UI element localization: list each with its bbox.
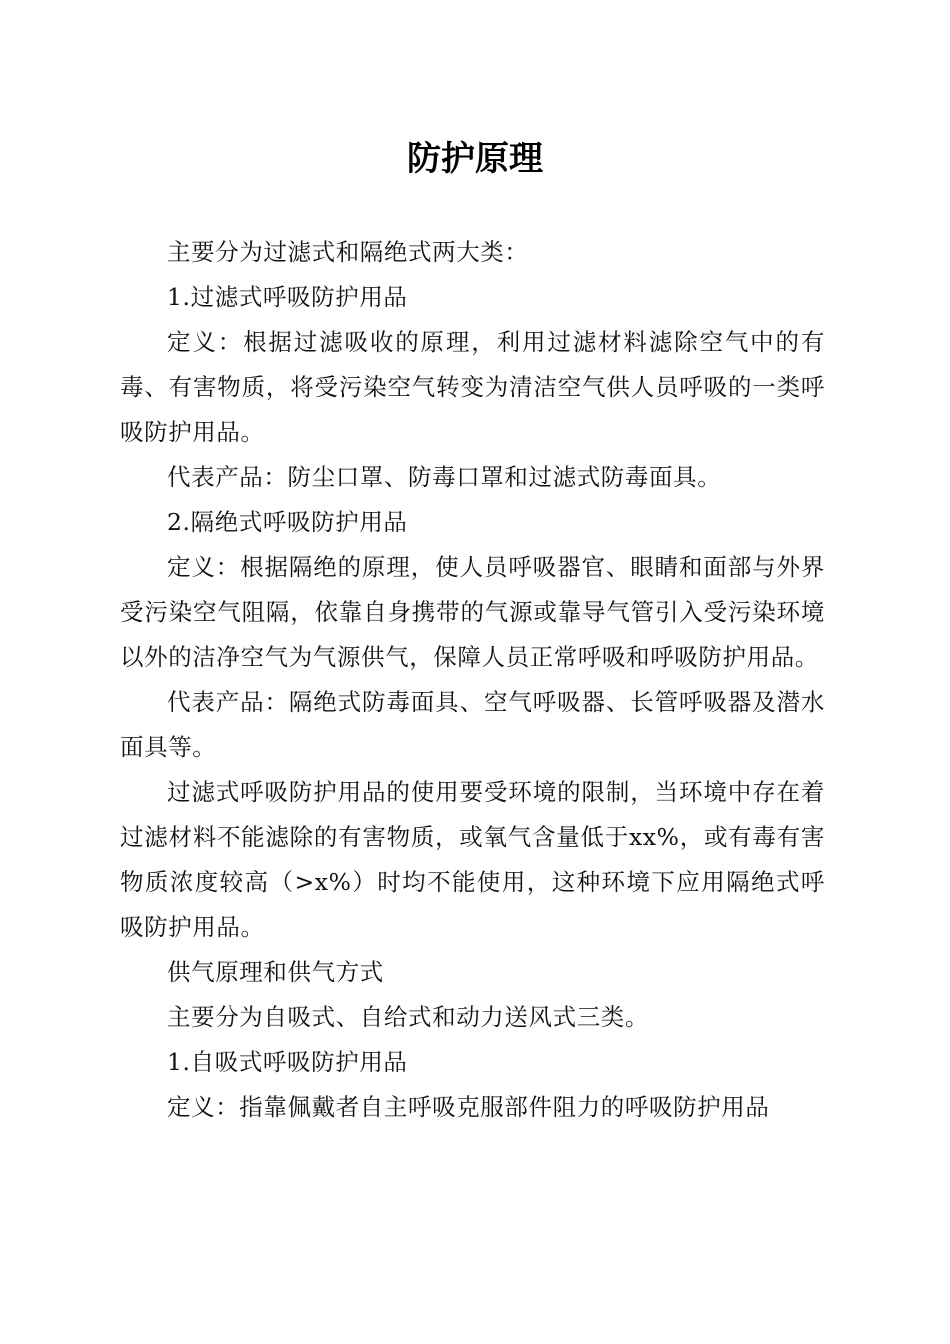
paragraph: 代表产品：防尘口罩、防毒口罩和过滤式防毒面具。 [167, 463, 722, 491]
paragraph: 2.隔绝式呼吸防护用品 [167, 508, 408, 536]
paragraph: 定义：指靠佩戴者自主呼吸克服部件阻力的呼吸防护用品 [167, 1093, 770, 1121]
paragraph: 主要分为过滤式和隔绝式两大类： [167, 238, 529, 266]
paragraph: 定义：根据隔绝的原理，使人员呼吸器官、眼睛和面部与外界受污染空气阻隔，依靠自身携带的气源或靠导气管引入受污染环境以外的洁净空气为气源供气，保障人员正常呼吸和呼吸防护用品。 [120, 553, 825, 671]
paragraph: 定义：根据过滤吸收的原理，利用过滤材料滤除空气中的有毒、有害物质，将受污染空气转变为清洁空气供人员呼吸的一类呼吸防护用品。 [120, 328, 825, 446]
paragraph: 1.过滤式呼吸防护用品 [167, 283, 408, 311]
paragraph: 过滤式呼吸防护用品的使用要受环境的限制，当环境中存在着过滤材料不能滤除的有害物质，或氧气含量低于xx%，或有毒有害物质浓度较高（>x%）时均不能使用，这种环境下应用隔绝式呼吸防护用品。 [120, 778, 825, 941]
page-title: 防护原理 [407, 139, 543, 179]
paragraph: 供气原理和供气方式 [167, 958, 384, 986]
document-body [120, 230, 825, 1130]
paragraph: 主要分为自吸式、自给式和动力送风式三类。 [167, 1003, 649, 1031]
paragraph: 代表产品：隔绝式防毒面具、空气呼吸器、长管呼吸器及潜水面具等。 [120, 688, 825, 761]
paragraph: 1.自吸式呼吸防护用品 [167, 1048, 408, 1076]
